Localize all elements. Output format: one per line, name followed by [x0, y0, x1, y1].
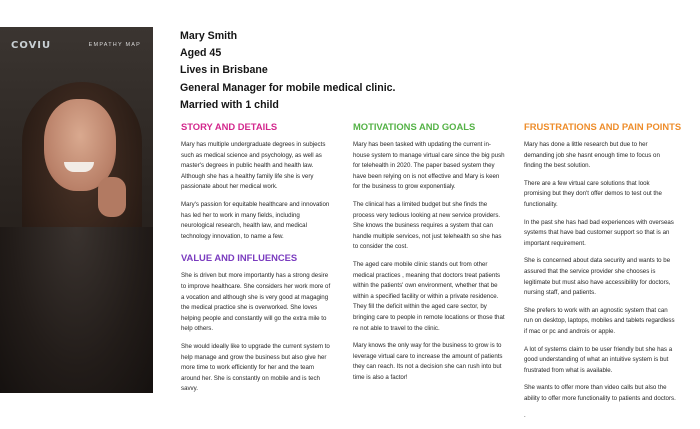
frustrations-paragraph: A lot of systems claim to be user friendly but she has a good understanding of what an intuitive system is but frustrated from what is available.	[524, 345, 673, 374]
story-heading: STORY AND DETAILS	[181, 121, 278, 132]
persona-family: Married with 1 child	[180, 98, 279, 111]
column-story-values	[181, 121, 333, 402]
frustrations-paragraph: Mary has done a little research but due to her demanding job she hasnt enough time to focus on finding the best solution.	[524, 141, 660, 170]
values-paragraph: She would ideally like to upgrade the current system to help manage and grow the business but also give her more time to work efficiently for her and the team around her. She is constantly on mobile and is tech savvy.	[181, 342, 330, 393]
brand-tagline: EMPATHY MAP	[88, 42, 141, 48]
persona-age: Aged 45	[180, 47, 222, 60]
persona-hand	[98, 177, 126, 217]
motivations-paragraph: Mary has been tasked with updating the current in-house system to manage virtual care since the big push for telehealth in 2020. The paper based system they have been relying on is not effective and Mary is keen for the business to grow exponentialy.	[353, 141, 505, 191]
brand-logo: COVIU	[11, 40, 52, 51]
persona-photo	[0, 27, 153, 393]
frustrations-paragraph: She prefers to work with an agnostic system that can run on desktop, laptops, mobiles and tablets regardless if mac or pc and androis or apple.	[524, 306, 675, 335]
column-motivations	[353, 121, 505, 390]
frustrations-paragraph: She wants to offer more than video calls but also the ability to offer more functionality to patients and doctors.	[524, 384, 676, 402]
frustrations-heading: FRUSTRATIONS AND PAIN POINTS	[524, 121, 682, 132]
frustrations-paragraph: There are a few virtual care solutions that look promising but they don't offer demos to test out the functionality.	[524, 179, 662, 208]
motivations-paragraph: The clinical has a limited budget but she finds the process very tedious looking at new service providers. She knows the business requires a system that can handle multiple services, not just telehealth so she has to consider the cost.	[353, 200, 502, 251]
motivations-paragraph: The aged care mobile clinic stands out from other medical practices , meaning that doctors treat patients within the patients' own environment, whether that be within a specified facility or within a private residence. They fill the deficit within the aged care sector, by bringing care to people in remote locations or those that re not able to travel to the clinic.	[353, 260, 505, 332]
persona-name: Mary Smith	[180, 30, 238, 42]
values-heading: VALUE AND INFLUENCES	[181, 252, 298, 264]
persona-role: General Manager for mobile medical clinic.	[180, 81, 396, 94]
persona-sweater	[0, 227, 153, 393]
frustrations-paragraph: She is concerned about data security and wants to be assured that the service provider she chooses is legitimate but must also have accessibility for doctors, nursing staff, and patients.	[524, 257, 671, 297]
column-frustrations	[524, 121, 682, 429]
motivations-paragraph: Mary knows the only way for the business to grow is to leverage virtual care to increase the amount of patients they can reach. Its not a decision she can rush into but time is also a factor!	[353, 342, 503, 381]
persona-location: Lives in Brisbane	[180, 64, 268, 77]
frustrations-paragraph: .	[524, 412, 526, 420]
persona-profile	[180, 28, 395, 114]
values-paragraph: She is driven but more importantly has a strong desire to improve healthcare. She considers her work more of a vocation and although she is very good at magaging the medical practice she is overworked. She loves helping people and constantly will go the extra mile to help others.	[181, 272, 331, 333]
frustrations-paragraph: In the past she has had bad experiences with overseas systems that have bad customer support so that is an important requirement.	[524, 218, 674, 247]
story-paragraph: Mary's passion for equitable healthcare and innovation has led her to work in many fields, including neurological research, health law, and medical technology innovation, to name a few.	[181, 200, 330, 240]
story-paragraph: Mary has multiple undergraduate degrees in subjects such as medical science and psychology, as well as master's degrees in public health and health law. Although she has a healthy family life she is very passionate about her medical work.	[181, 141, 326, 191]
motivations-heading: MOTIVATIONS AND GOALS	[353, 121, 476, 132]
